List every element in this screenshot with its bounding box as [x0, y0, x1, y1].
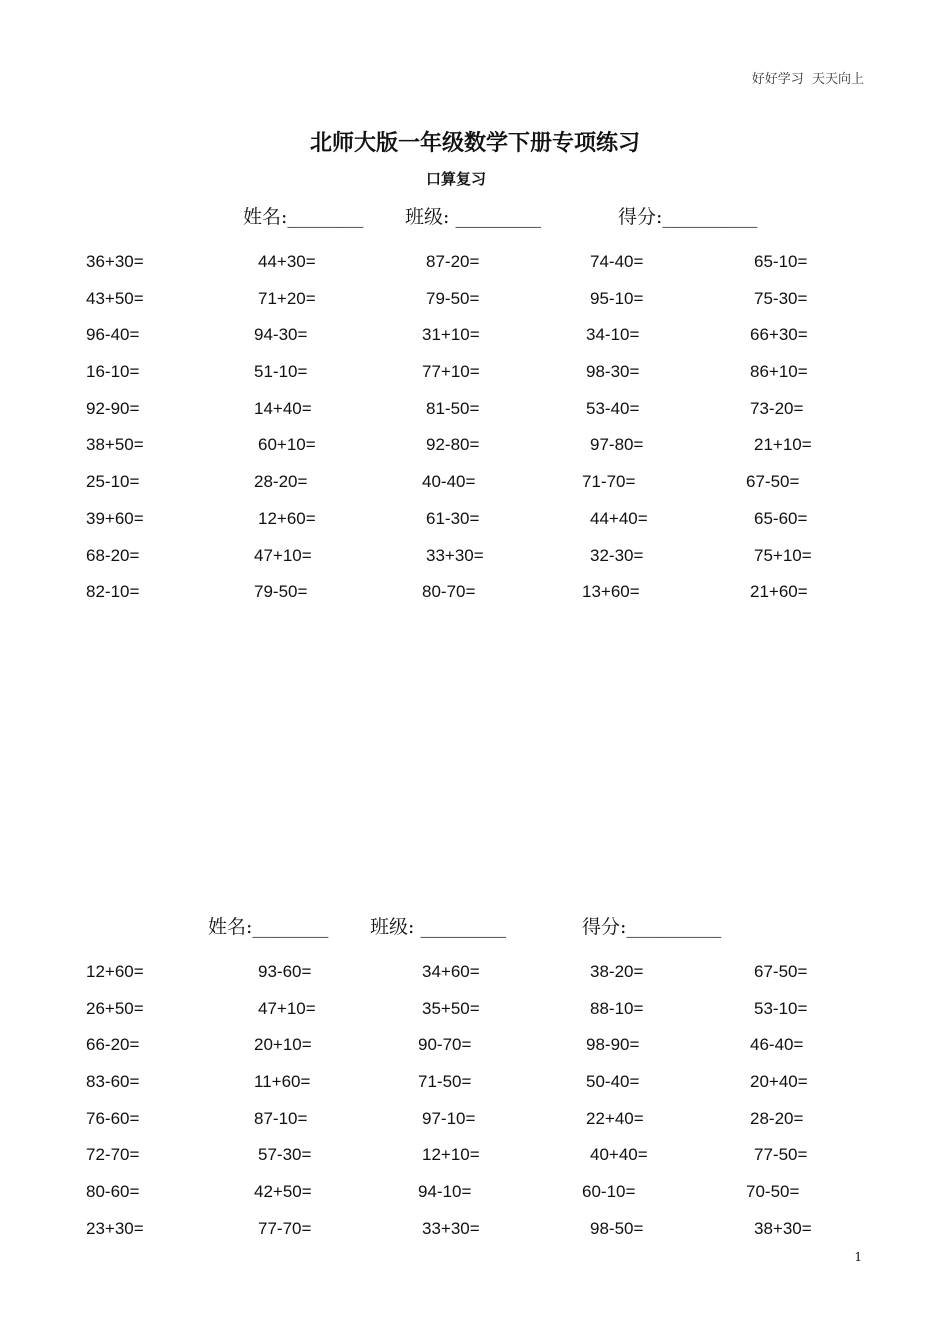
arithmetic-problem: 43+50=	[86, 288, 144, 308]
arithmetic-problem: 47+10=	[254, 545, 312, 565]
arithmetic-problem: 98-50=	[590, 1218, 644, 1238]
arithmetic-problem: 72-70=	[86, 1145, 140, 1165]
arithmetic-problem: 42+50=	[254, 1182, 312, 1202]
arithmetic-problem: 33+30=	[426, 545, 484, 565]
arithmetic-problem: 12+60=	[258, 508, 316, 528]
arithmetic-problem: 34-10=	[586, 325, 640, 345]
arithmetic-problem: 61-30=	[426, 508, 480, 528]
arithmetic-problem: 67-50=	[754, 962, 808, 981]
student-info-row-1	[0, 202, 950, 232]
arithmetic-problem: 98-30=	[586, 362, 640, 382]
arithmetic-problem: 60+10=	[258, 435, 316, 455]
arithmetic-problem: 57-30=	[258, 1145, 312, 1165]
arithmetic-problem: 87-10=	[254, 1108, 308, 1128]
name-field-label: 姓名:________	[208, 916, 329, 938]
arithmetic-problem: 92-80=	[426, 435, 480, 455]
arithmetic-problem: 53-10=	[754, 998, 808, 1018]
arithmetic-problem: 21+60=	[750, 582, 808, 602]
score-field-label: 得分:__________	[582, 916, 722, 938]
arithmetic-problem: 44+40=	[590, 508, 648, 528]
arithmetic-problem: 76-60=	[86, 1108, 140, 1128]
arithmetic-problem: 50-40=	[586, 1072, 640, 1092]
arithmetic-problem: 94-30=	[254, 325, 308, 345]
arithmetic-problem: 35+50=	[422, 998, 480, 1018]
arithmetic-problem: 75+10=	[754, 545, 812, 565]
arithmetic-problem: 83-60=	[86, 1072, 140, 1092]
arithmetic-problem: 86+10=	[750, 362, 808, 382]
arithmetic-problem: 13+60=	[582, 582, 640, 602]
arithmetic-problem: 34+60=	[422, 962, 480, 981]
arithmetic-problem: 70-50=	[746, 1182, 800, 1202]
arithmetic-problem: 26+50=	[86, 998, 144, 1018]
arithmetic-problem: 60-10=	[582, 1182, 636, 1202]
name-field-label: 姓名:________	[243, 206, 364, 228]
page-subtitle: 口算复习	[425, 170, 486, 188]
arithmetic-problem: 87-20=	[426, 252, 480, 271]
arithmetic-problem: 80-60=	[86, 1182, 140, 1202]
arithmetic-problem: 96-40=	[86, 325, 140, 345]
arithmetic-problem: 44+30=	[258, 252, 316, 271]
class-field-label: 班级: _________	[405, 206, 541, 228]
arithmetic-problem: 79-50=	[254, 582, 308, 602]
arithmetic-problem: 25-10=	[86, 472, 140, 492]
arithmetic-problem: 32-30=	[590, 545, 644, 565]
arithmetic-problem: 40+40=	[590, 1145, 648, 1165]
arithmetic-problem: 75-30=	[754, 288, 808, 308]
arithmetic-problem: 38-20=	[590, 962, 644, 981]
arithmetic-problem: 20+40=	[750, 1072, 808, 1092]
arithmetic-problem: 12+60=	[86, 962, 144, 981]
page-title: 北师大版一年级数学下册专项练习	[309, 131, 640, 156]
arithmetic-problem: 90-70=	[418, 1035, 472, 1055]
arithmetic-problem: 77-70=	[258, 1218, 312, 1238]
arithmetic-problem: 66+30=	[750, 325, 808, 345]
arithmetic-problem: 77-50=	[754, 1145, 808, 1165]
arithmetic-problem: 73-20=	[750, 398, 804, 418]
arithmetic-problem: 22+40=	[586, 1108, 644, 1128]
arithmetic-problem: 20+10=	[254, 1035, 312, 1055]
arithmetic-problem: 74-40=	[590, 252, 644, 271]
score-field-label: 得分:__________	[618, 206, 758, 228]
arithmetic-problem: 28-20=	[750, 1108, 804, 1128]
arithmetic-problem: 98-90=	[586, 1035, 640, 1055]
arithmetic-problem: 21+10=	[754, 435, 812, 455]
arithmetic-problem: 16-10=	[86, 362, 140, 382]
arithmetic-problem: 77+10=	[422, 362, 480, 382]
arithmetic-problem: 40-40=	[422, 472, 476, 492]
arithmetic-problem: 94-10=	[418, 1182, 472, 1202]
arithmetic-problem: 38+50=	[86, 435, 144, 455]
arithmetic-problem: 23+30=	[86, 1218, 144, 1238]
arithmetic-problem: 65-60=	[754, 508, 808, 528]
arithmetic-problem: 36+30=	[86, 252, 144, 271]
arithmetic-problem: 53-40=	[586, 398, 640, 418]
arithmetic-problem: 71-70=	[582, 472, 636, 492]
arithmetic-problem: 97-80=	[590, 435, 644, 455]
class-field-label: 班级: _________	[370, 916, 506, 938]
arithmetic-problem: 39+60=	[86, 508, 144, 528]
arithmetic-problem: 33+30=	[422, 1218, 480, 1238]
arithmetic-problem: 92-90=	[86, 398, 140, 418]
arithmetic-problem: 97-10=	[422, 1108, 476, 1128]
arithmetic-problem: 38+30=	[754, 1218, 812, 1238]
arithmetic-problem: 31+10=	[422, 325, 480, 345]
arithmetic-problem: 66-20=	[86, 1035, 140, 1055]
arithmetic-problem: 71+20=	[258, 288, 316, 308]
arithmetic-problem: 82-10=	[86, 582, 140, 602]
arithmetic-problem: 88-10=	[590, 998, 644, 1018]
header-motto: 好好学习 天天向上	[751, 72, 864, 87]
arithmetic-problem: 46-40=	[750, 1035, 804, 1055]
arithmetic-problem: 93-60=	[258, 962, 312, 981]
arithmetic-problem: 68-20=	[86, 545, 140, 565]
arithmetic-problem: 14+40=	[254, 398, 312, 418]
arithmetic-problem: 47+10=	[258, 998, 316, 1018]
arithmetic-problem: 12+10=	[422, 1145, 480, 1165]
arithmetic-problem: 65-10=	[754, 252, 808, 271]
page-number: 1	[854, 1250, 862, 1264]
student-info-row-2	[0, 912, 950, 942]
arithmetic-problem: 95-10=	[590, 288, 644, 308]
arithmetic-problem: 81-50=	[426, 398, 480, 418]
arithmetic-problem: 71-50=	[418, 1072, 472, 1092]
arithmetic-problem: 28-20=	[254, 472, 308, 492]
arithmetic-problem: 11+60=	[254, 1072, 311, 1092]
arithmetic-problem: 51-10=	[254, 362, 308, 382]
arithmetic-problem: 80-70=	[422, 582, 476, 602]
arithmetic-problem: 67-50=	[746, 472, 800, 492]
arithmetic-problem: 79-50=	[426, 288, 480, 308]
